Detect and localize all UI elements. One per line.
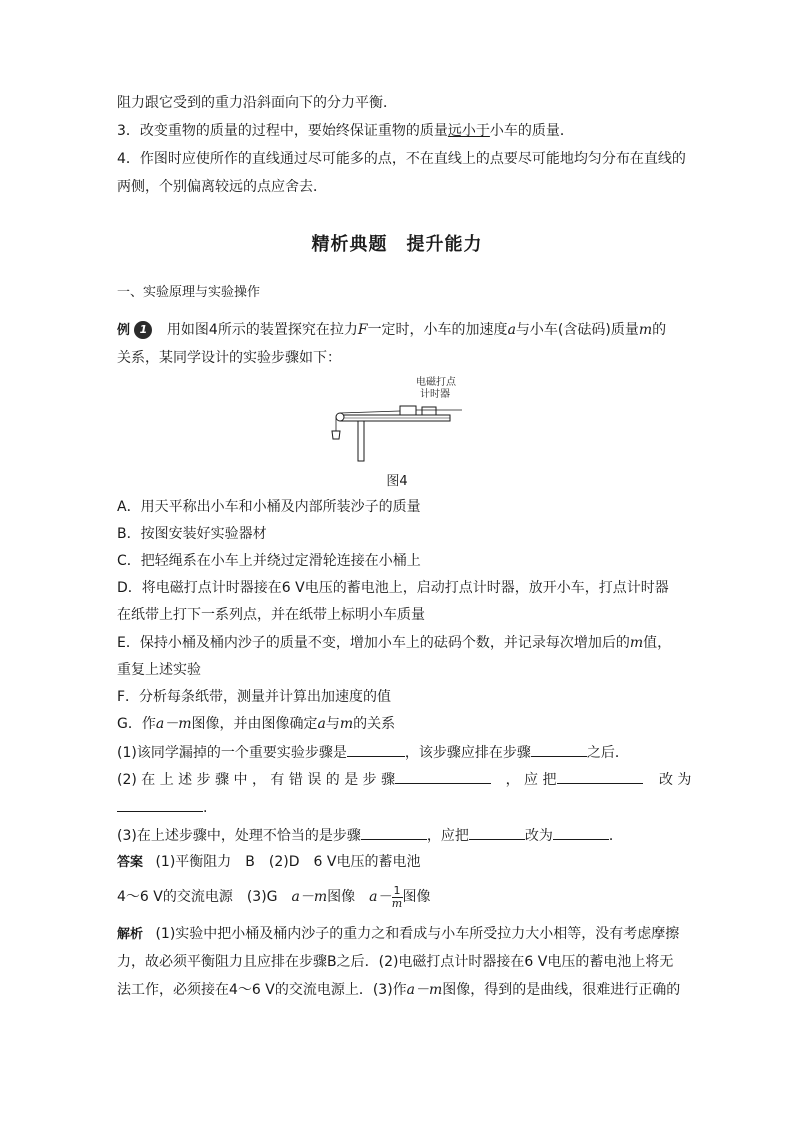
var-m: m: [638, 322, 653, 338]
timer-label-line1: 电磁打点: [416, 377, 456, 388]
var-F: F: [357, 322, 368, 338]
step-g: [117, 714, 395, 734]
answer-blank-6[interactable]: [361, 825, 427, 840]
var-a-m: a－m: [155, 716, 192, 732]
step-a: A．用天平称出小车和小桶及内部所装沙子的质量: [117, 499, 421, 515]
answer-blank-3[interactable]: [395, 769, 491, 784]
question-2-end: 改 为: [658, 772, 692, 788]
step-f: F．分析每条纸带，测量并计算出加速度的值: [117, 689, 392, 705]
section-title: 精析典题 提升能力: [311, 234, 483, 255]
example-number-badge: 1: [134, 321, 152, 339]
apparatus-figure: [330, 373, 470, 469]
question-3-end: ．: [608, 828, 623, 844]
example-line-2: 关系，某同学设计的实验步骤如下：: [117, 350, 341, 366]
step-e-line2: 重复上述实验: [117, 662, 201, 678]
step-d-line1: D．将电磁打点计时器接在6 V电压的蓄电池上，启动打点计时器，放开小车，打点计时器: [117, 580, 669, 596]
answer-text-2-mid: 图像: [327, 889, 370, 905]
intro-line-2-pre: 3．改变重物的质量的过程中，要始终保证重物的质量: [117, 123, 448, 139]
timer: [422, 407, 436, 415]
var-a-m: a－m: [406, 982, 443, 998]
step-g-end: 的关系: [353, 716, 396, 732]
answer-blank-1[interactable]: [347, 742, 405, 757]
var-a-minus: a－: [369, 889, 392, 905]
question-2-pre: (2) 在 上 述 步 骤 中 ， 有 错 误 的 是 步 骤: [117, 772, 396, 788]
question-1-pre: (1)该同学漏掉的一个重要实验步骤是: [117, 745, 347, 761]
example-text-c: 与小车(含砝码)质量: [515, 322, 639, 338]
answer-label: 答案: [117, 855, 144, 870]
answer-text-2-pre: 4～6 V的交流电源 (3)G: [117, 889, 292, 905]
example-label: 例: [117, 323, 131, 338]
string: [340, 411, 400, 413]
answer-blank-2[interactable]: [531, 742, 587, 757]
subsection-heading: 一、实验原理与实验操作: [117, 285, 261, 300]
intro-line-1: 阻力跟它受到的重力沿斜面向下的分力平衡．: [117, 95, 397, 111]
answer-text-2-end: 图像: [402, 889, 431, 905]
figure-caption: 图4: [386, 474, 408, 489]
step-c: C．把轻绳系在小车上并绕过定滑轮连接在小桶上: [117, 553, 421, 569]
analysis-label: 解析: [117, 927, 144, 942]
intro-line-2-post: 小车的质量．: [489, 123, 574, 139]
step-g-and: 与: [325, 716, 340, 732]
question-1-mid: ，该步骤应排在步骤: [404, 745, 531, 761]
question-3: [117, 825, 623, 846]
answer-blank-5[interactable]: [117, 797, 203, 812]
question-2-line1: [117, 769, 691, 790]
answer-blank-4[interactable]: [557, 769, 643, 784]
analysis-line-3: [117, 980, 680, 1000]
question-2-line2: [117, 797, 207, 818]
timer-label-line2: 计时器: [420, 389, 450, 400]
analysis-text-1: (1)实验中把小桶及桶内沙子的重力之和看成与小车所受拉力大小相等，没有考虑摩擦: [155, 926, 680, 942]
intro-line-2-underlined: 远小于: [447, 123, 490, 139]
answer-blank-7[interactable]: [469, 825, 525, 840]
var-a-m: a－m: [291, 889, 328, 905]
question-3-mid: ，应把: [426, 828, 469, 844]
fraction-one-over-m: [392, 885, 403, 910]
question-3-mid2: 改为: [524, 828, 553, 844]
pulley: [336, 413, 344, 421]
intro-line-4: 两侧，个别偏离较远的点应舍去．: [117, 179, 327, 195]
step-e-end: 值，: [643, 635, 672, 651]
analysis-text-3-pre: 法工作，必须接在4～6 V的交流电源上．(3)作: [117, 982, 407, 998]
table-leg: [358, 421, 364, 461]
intro-line-3: 4．作图时应使所作的直线通过尽可能多的点，不在直线上的点要尽可能地均匀分布在直线的: [117, 151, 686, 167]
cart: [400, 406, 416, 415]
question-1: [117, 742, 629, 763]
var-a: a: [507, 322, 516, 338]
step-d-line2: 在纸带上打下一系列点，并在纸带上标明小车质量: [117, 607, 425, 623]
var-a: a: [317, 716, 326, 732]
answer-line-2: [117, 884, 431, 910]
answer-text-1: (1)平衡阻力 B (2)D 6 V电压的蓄电池: [155, 854, 421, 870]
example-text-d: 的: [652, 322, 667, 338]
fraction-numerator: 1: [393, 883, 401, 897]
step-e-text: E．保持小桶及桶内沙子的质量不变，增加小车上的砝码个数，并记录每次增加后的: [117, 635, 630, 651]
analysis-text-3-end: 图像，得到的是曲线，很难进行正确的: [442, 982, 681, 998]
var-m: m: [629, 635, 644, 651]
var-m: m: [339, 716, 354, 732]
example-text-a: 用如图4所示的装置探究在拉力: [166, 322, 358, 338]
step-e-line1: [117, 633, 671, 653]
fraction-denominator: m: [391, 896, 403, 910]
question-2-mid: ， 应 把: [505, 772, 557, 788]
question-1-end: 之后．: [586, 745, 629, 761]
answer-blank-8[interactable]: [553, 825, 609, 840]
step-g-pre: G．作: [117, 716, 156, 732]
bucket: [332, 431, 340, 439]
apparatus-diagram: [330, 373, 470, 465]
analysis-line-1: [117, 924, 679, 945]
example-text-b: 一定时，小车的加速度: [367, 322, 508, 338]
step-b: B．按图安装好实验器材: [117, 526, 267, 542]
answer-line-1: [117, 852, 420, 873]
intro-line-2: [117, 121, 574, 141]
question-3-pre: (3)在上述步骤中，处理不恰当的是步骤: [117, 828, 361, 844]
step-g-mid: 图像，并由图像确定: [191, 716, 318, 732]
question-2-tail: .: [203, 800, 208, 816]
example-line-1: [117, 320, 666, 341]
analysis-line-2: 力，故必须平衡阻力且应排在步骤B之后．(2)电磁打点计时器接在6 V电压的蓄电池上将无: [117, 954, 674, 970]
